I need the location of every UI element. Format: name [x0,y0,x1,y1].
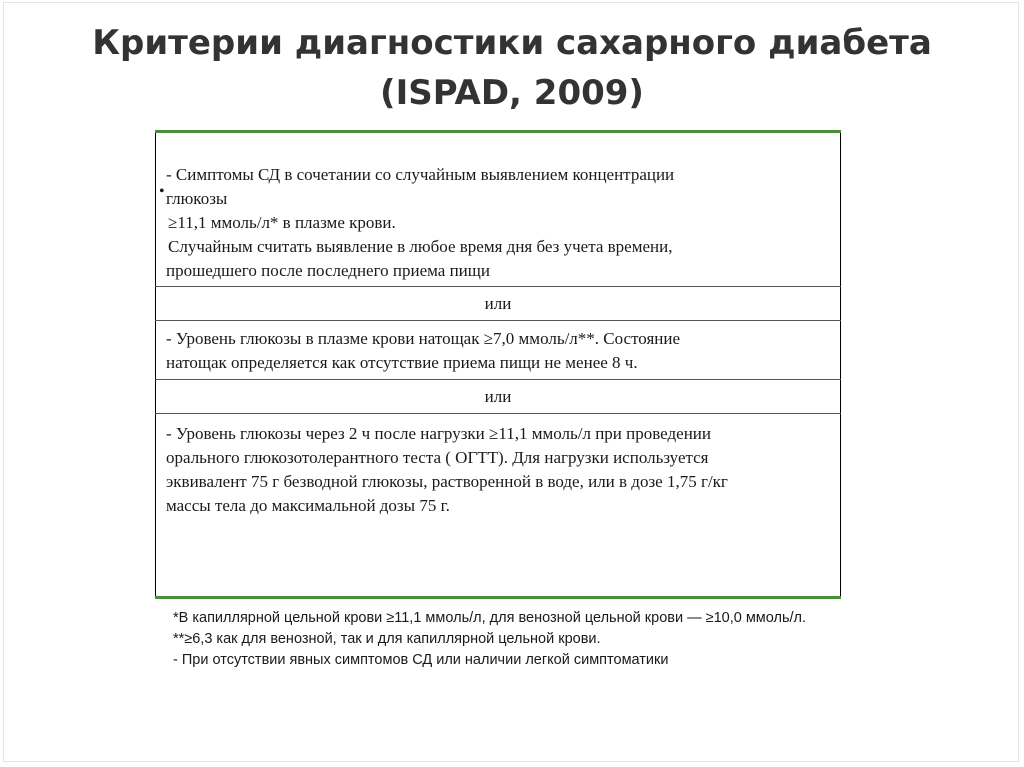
criterion-3-line-3: эквивалент 75 г безводной глюкозы, растворенной в воде, или в дозе 1,75 г/кг [166,472,728,491]
criterion-1-line-1: - Симптомы СД в сочетании со случайным выявлением концентрации [166,165,675,184]
criterion-3-cell [156,414,841,598]
criterion-3-line-2: орального глюкозотолерантного теста ( ОГТТ). Для нагрузки используется [166,448,709,467]
table-row-criterion-2 [156,321,841,380]
criterion-2-line-2: натощак определяется как отсутствие приема пищи не менее 8 ч. [166,353,638,372]
or-separator-2: или [156,380,841,414]
footnote-2: **≥6,3 как для венозной, так и для капиллярной цельной крови. [173,631,601,647]
table-row-or-2 [156,380,841,414]
criteria-table [155,130,841,599]
criterion-2-cell [156,321,841,380]
table-row-criterion-3 [156,414,841,598]
criterion-1-line-4: Случайным считать выявление в любое время дня без учета времени, [168,237,673,256]
criterion-1-line-5: прошедшего после последнего приема пищи [166,261,490,280]
criterion-3-line-1: - Уровень глюкозы через 2 ч после нагрузки ≥11,1 ммоль/л при проведении [166,424,711,443]
criterion-1-line-3: ≥11,1 ммоль/л* в плазме крови. [168,213,396,232]
footnote-3: - При отсутствии явных симптомов СД или наличии легкой симптоматики [173,652,669,668]
slide-title [0,18,1024,118]
criterion-1-line-2: глюкозы [166,189,228,208]
table-row-criterion-1 [156,132,841,287]
criterion-3-line-4: массы тела до максимальной дозы 75 г. [166,496,450,515]
table-row-or-1 [156,287,841,321]
footnote-1: *В капиллярной цельной крови ≥11,1 ммоль/л, для венозной цельной крови — ≥10,0 ммоль/л. [173,610,807,626]
footnotes [173,608,953,671]
or-separator-1: или [156,287,841,321]
criterion-1-cell [156,132,841,287]
bullet-dot-icon: • [159,183,165,200]
criterion-2-line-1: - Уровень глюкозы в плазме крови натощак ≥7,0 ммоль/л**. Состояние [166,329,681,348]
title-line-2: (ISPAD, 2009) [380,73,644,113]
title-line-1: Критерии диагностики сахарного диабета [92,23,932,63]
